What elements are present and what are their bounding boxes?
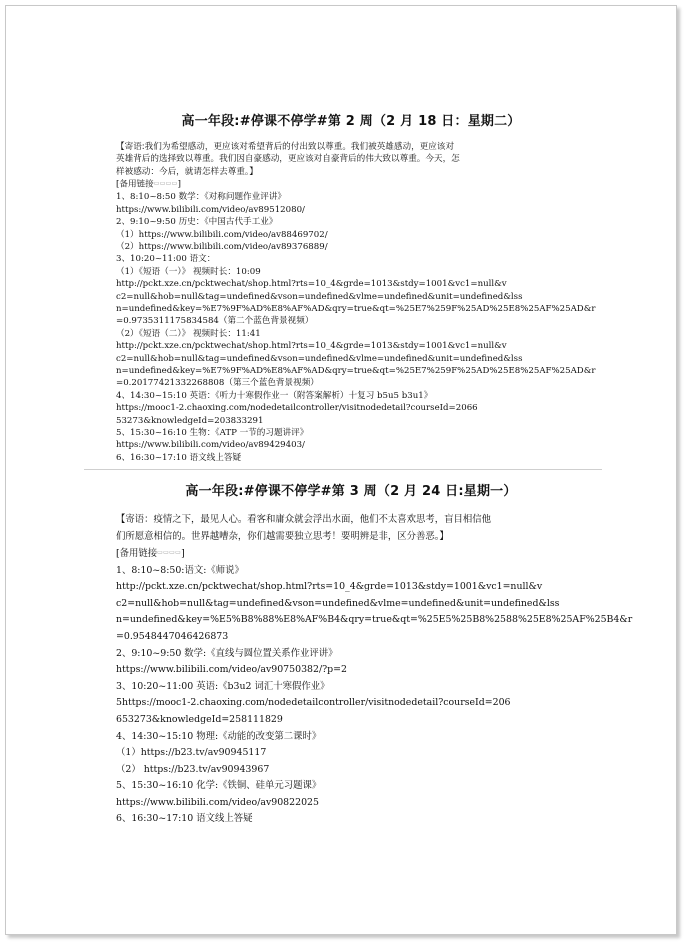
backup-link-close-bracket: ] <box>181 547 185 559</box>
schedule-item: 1、8:10~8:50 数学：《对称问题作业评讲》 <box>116 192 287 203</box>
schedule-item: 6、16:30~17:10 语文线上答疑 <box>116 452 242 463</box>
url-link[interactable]: c2=null&hob=null&tag=undefined&vson=undefined&vlme=undefined&unit=undefined&lss <box>116 597 560 609</box>
schedule-item: 5、15:30~16:10 生物：《ATP 一节的习题讲评》 <box>116 428 309 439</box>
week3-lines <box>116 512 633 828</box>
schedule-item: 3、10:20~11:00 英语:《b3u2 词汇十寒假作业》 <box>116 680 330 692</box>
backup-link-label[interactable]: [备用链接 <box>116 179 154 190</box>
url-link[interactable]: https://www.bilibili.com/video/av90822025 <box>116 796 319 808</box>
schedule-item: 2、9:10~9:50 历史：《中国古代手工业》 <box>116 217 278 228</box>
url-link[interactable]: n=undefined&key=%E7%9F%AD%E8%AF%AD&qry=true&qt=%25E7%259F%25AD%25E8%25AF%25AD&r <box>116 303 596 314</box>
url-link[interactable]: 653273&knowledgeId=258111829 <box>116 713 283 725</box>
schedule-subitem: （1）《短语（一）》 视频时长：10:09 <box>116 266 261 277</box>
url-link[interactable]: https://www.bilibili.com/video/av89429403/ <box>116 440 305 451</box>
url-link[interactable]: n=undefined&key=%E7%9F%AD%E8%AF%AD&qry=true&qt=%25E7%259F%25AD%25E8%25AF%25AD&r <box>116 366 596 377</box>
week2-lines <box>116 141 616 464</box>
schedule-subitem: （2）《短语（二）》 视频时长：11:41 <box>116 328 261 339</box>
week3-title: 高一年段:#停课不停学#第 3 周（2 月 24 日:星期一） <box>185 484 517 499</box>
url-link[interactable]: =0.20177421332268808（第三个蓝色背景视频） <box>116 378 319 389</box>
url-link[interactable]: n=undefined&key=%E5%B8%88%E8%AF%B4&qry=true&qt=%25E5%25B8%2588%25E8%25AF%25B4&r <box>116 614 633 626</box>
week2-backup-link-line[interactable] <box>116 178 616 191</box>
url-link[interactable]: http://pckt.xze.cn/pcktwechat/shop.html?rts=10_4&grde=1013&stdy=1001&vc1=null&v <box>116 341 507 352</box>
url-link[interactable]: http://pckt.xze.cn/pcktwechat/shop.html?rts=10_4&grde=1013&stdy=1001&vc1=null&v <box>116 581 543 593</box>
schedule-item: 4、14:30~15:10 英语：《听力十寒假作业一（附答案解析）十复习 b5u5 b3u1》 <box>116 390 433 401</box>
week3-backup-link-line[interactable] <box>116 545 616 562</box>
week2-preface-line: 英雄背后的选择致以尊重。我们因自豪感动，更应该对自豪背后的伟大致以尊重。今天，怎 <box>116 154 460 165</box>
url-link[interactable]: http://pckt.xze.cn/pcktwechat/shop.html?rts=10_4&grde=1013&stdy=1001&vc1=null&v <box>116 279 507 290</box>
url-link[interactable]: https://www.bilibili.com/video/av90750382/?p=2 <box>116 664 347 676</box>
week3-section <box>116 480 633 828</box>
backup-link-close-bracket: ] <box>177 179 181 190</box>
url-link[interactable]: （1）https://www.bilibili.com/video/av88469702/ <box>116 229 328 240</box>
schedule-item: 5、15:30~16:10 化学:《铁铜、硅单元习题课》 <box>116 780 322 792</box>
url-link[interactable]: 53273&knowledgeId=203833291 <box>116 415 264 426</box>
url-link[interactable]: =0.9735311175834584（第二个蓝色背景视频） <box>116 316 314 327</box>
url-link[interactable]: 5https://mooc1-2.chaoxing.com/nodedetailcontroller/visitnodedetail?courseId=206 <box>116 697 511 709</box>
schedule-item: 1、8:10~8:50:语文:《师说》 <box>116 564 244 576</box>
url-link[interactable]: （1）https://b23.tv/av90945117 <box>116 747 267 759</box>
url-link[interactable]: c2=null&hob=null&tag=undefined&vson=undefined&vlme=undefined&unit=undefined&lss <box>116 353 523 364</box>
week2-section <box>116 110 616 464</box>
week2-preface-line: 【寄语:我们为希望感动，更应该对希望背后的付出致以尊重。我们被英雄感动，更应该对 <box>116 142 455 152</box>
backup-link-watermark: ▭▭▭▭ <box>153 180 178 188</box>
section-divider <box>84 469 602 470</box>
url-link[interactable]: =0.9548447046426873 <box>116 630 229 642</box>
week2-preface-line: 样被感动：今后，就请怎样去尊重。】 <box>116 166 258 177</box>
url-link[interactable]: （2） https://b23.tv/av90943967 <box>116 763 270 775</box>
url-link[interactable]: https://www.bilibili.com/video/av89512080/ <box>116 204 305 215</box>
schedule-item: 2、9:10~9:50 数学:《直线与圆位置关系作业评讲》 <box>116 647 338 659</box>
schedule-item: 3、10:20~11:00 语文： <box>116 254 216 265</box>
schedule-item: 4、14:30~15:10 物理:《动能的改变第二课时》 <box>116 730 322 742</box>
url-link[interactable]: https://mooc1-2.chaoxing.com/nodedetailcontroller/visitnodedetail?courseId=2066 <box>116 403 478 414</box>
week2-title: 高一年段:#停课不停学#第 2 周（2 月 18 日：星期二） <box>181 114 521 129</box>
url-link[interactable]: （2）https://www.bilibili.com/video/av89376889/ <box>116 241 328 252</box>
schedule-item: 6、16:30~17:10 语文线上答疑 <box>116 813 253 825</box>
url-link[interactable]: c2=null&hob=null&tag=undefined&vson=undefined&vlme=undefined&unit=undefined&lss <box>116 291 523 302</box>
week3-preface-line: 们所愿意相信的。世界越嘈杂，你们越需要独立思考！要明辨是非，区分善恶。】 <box>116 530 449 542</box>
week3-preface-line: 【寄语：疫情之下，最见人心。看客和庸众就会浮出水面，他们不太喜欢思考，盲目相信他 <box>116 514 492 525</box>
backup-link-watermark: ▭▭▭▭ <box>157 549 182 557</box>
backup-link-label[interactable]: [备用链接 <box>116 547 158 559</box>
